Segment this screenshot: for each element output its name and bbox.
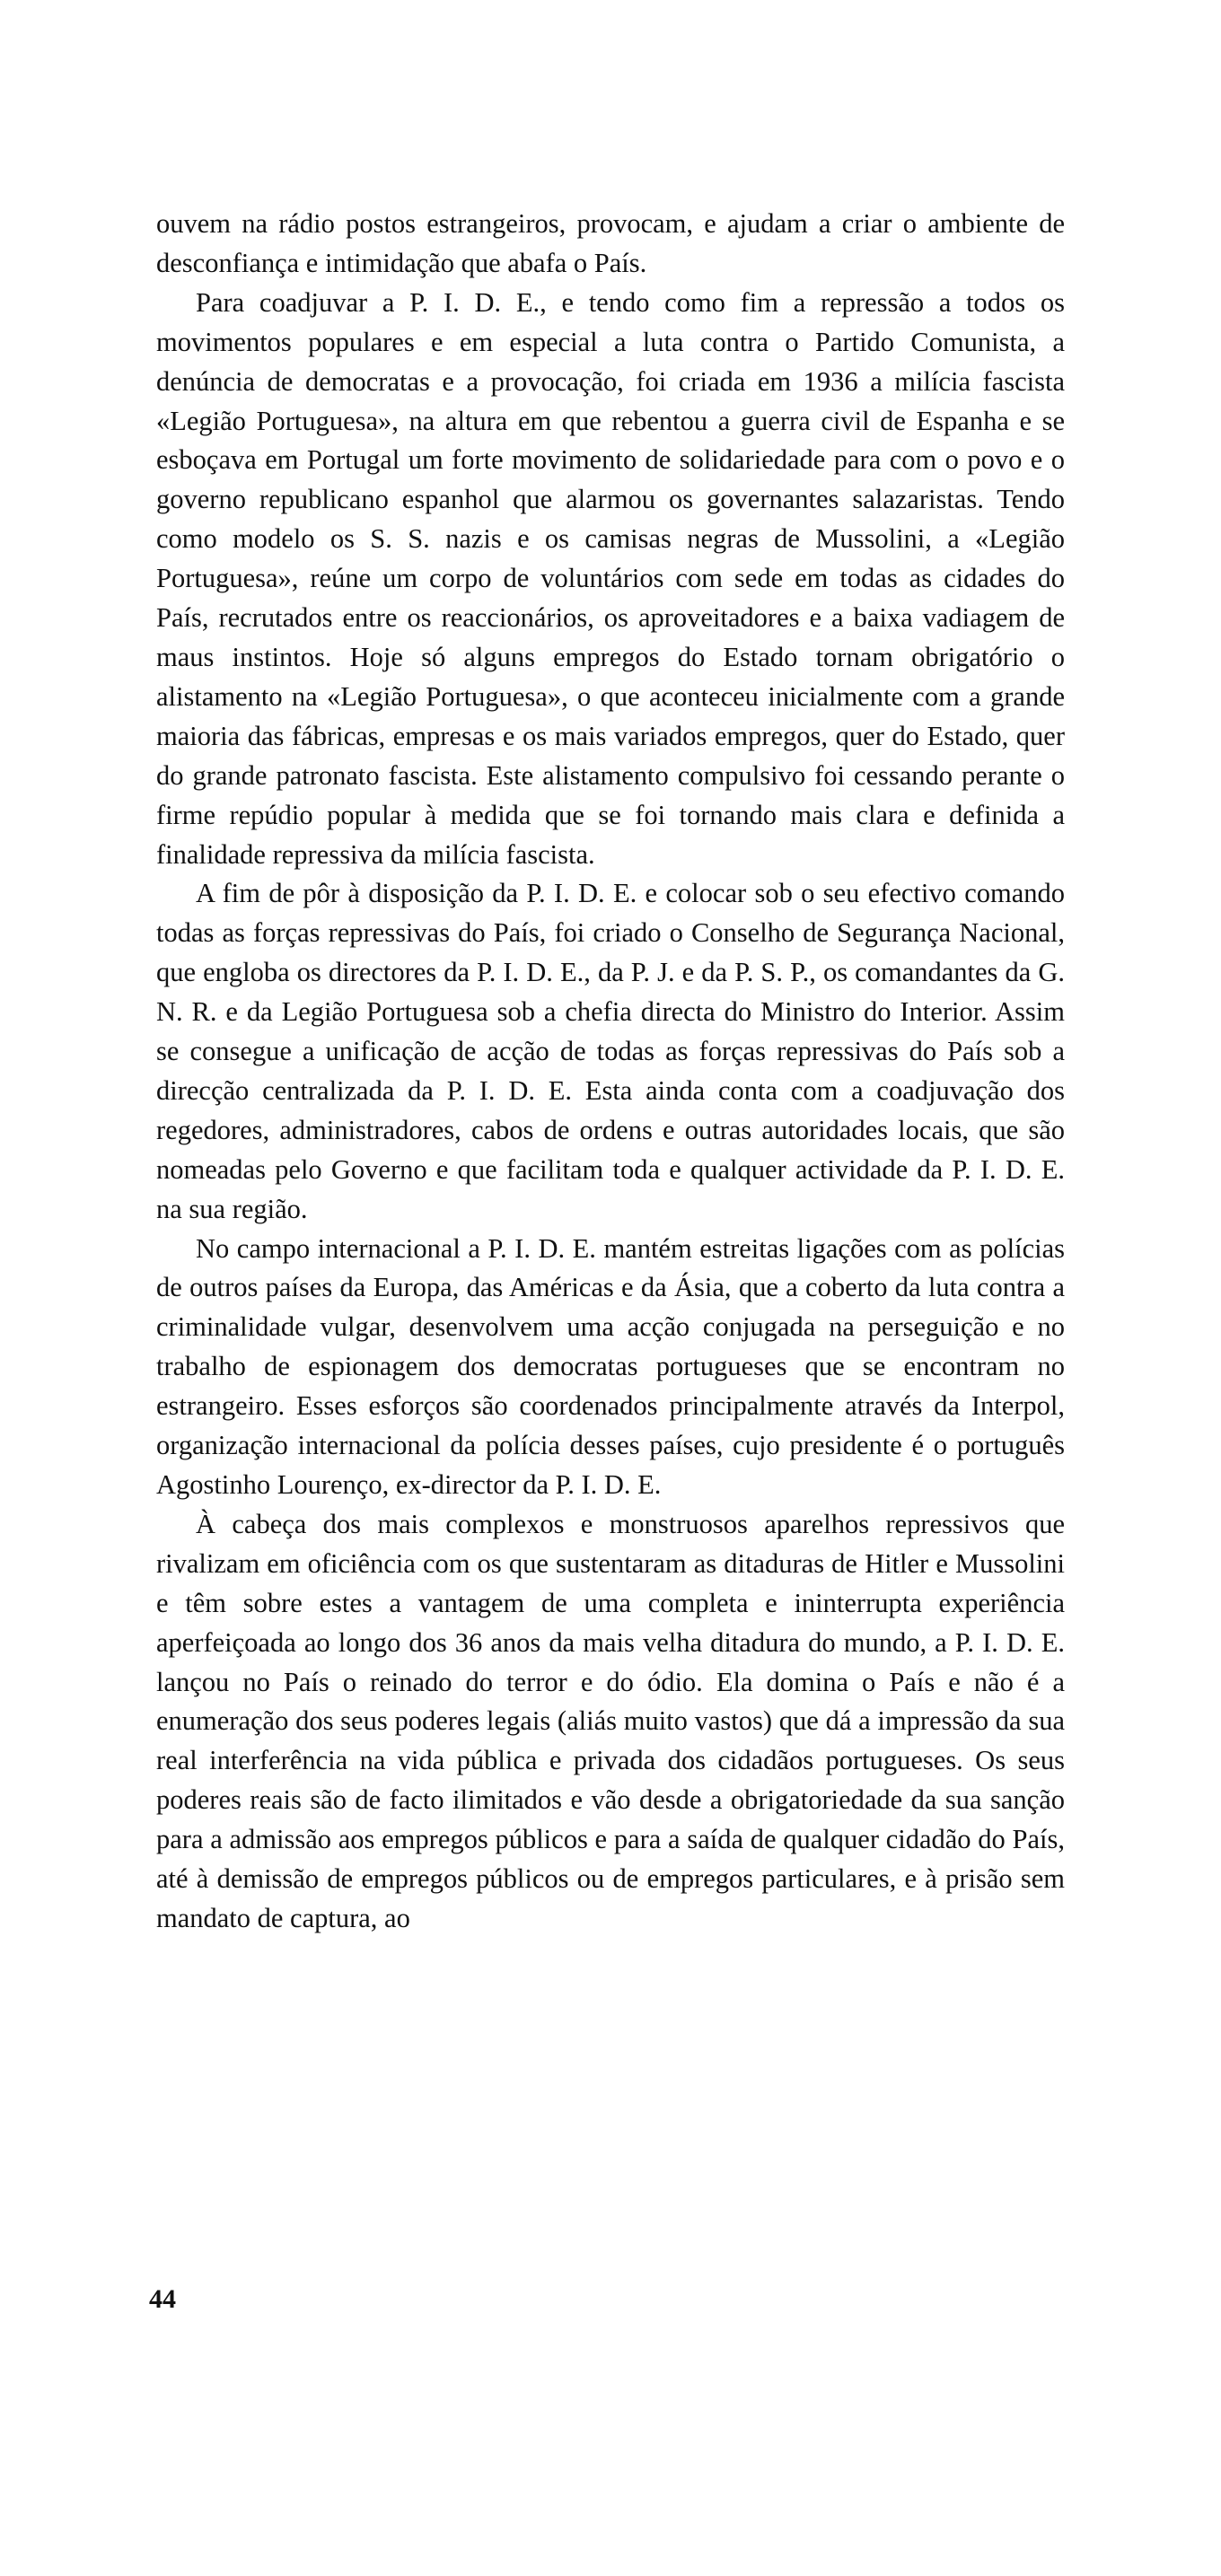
paragraph-4: No campo internacional a P. I. D. E. mantém estreitas ligações com as polícias de outros países da Europa, das Américas e da Ásia, que a coberto da luta contra a criminalidade vulgar, desenvolvem uma acção conjugada na perseguição e no trabalho de espionagem dos democratas portugueses que se encontram no estrangeiro. Esses esforços são coordenados principalmente através da Interpol, organização internacional da polícia desses países, cujo presidente é o português Agostinho Lourenço, ex-director da P. I. D. E. <box>156 1232 1065 1500</box>
body-text <box>156 205 1065 1939</box>
paragraph-1: ouvem na rádio postos estrangeiros, provocam, e ajudam a criar o ambiente de desconfiança e intimidação que abafa o País. <box>156 208 1065 278</box>
page-number: 44 <box>149 2284 176 2314</box>
paragraph-5: À cabeça dos mais complexos e monstruosos aparelhos repressivos que rivalizam em oficiência com os que sustentaram as ditaduras de Hitler e Mussolini e têm sobre estes a vantagem de uma completa e ininterrupta experiência aperfeiçoada ao longo dos 36 anos da mais velha ditadura do mundo, a P. I. D. E. lançou no País o reinado do terror e do ódio. Ela domina o País e não é a enumeração dos seus poderes legais (aliás muito vastos) que dá a impressão da sua real interferência na vida pública e privada dos cidadãos portugueses. Os seus poderes reais são de facto ilimitados e vão desde a obrigatoriedade da sua sanção para a admissão aos empregos públicos e para a saída de qualquer cidadão do País, até à demissão de empregos públicos ou de empregos particulares, e à prisão sem mandato de captura, ao <box>156 1508 1065 1933</box>
paragraph-3: A fim de pôr à disposição da P. I. D. E. e colocar sob o seu efectivo comando todas as forças repressivas do País, foi criado o Conselho de Segurança Nacional, que engloba os directores da P. I. D. E., da P. J. e da P. S. P., os comandantes da G. N. R. e da Legião Portuguesa sob a chefia directa do Ministro do Interior. Assim se consegue a unificação de acção de todas as forças repressivas do País sob a direcção centralizada da P. I. D. E. Esta ainda conta com a coadjuvação dos regedores, administradores, cabos de ordens e outras autoridades locais, que são nomeadas pelo Governo e que facilitam toda e qualquer actividade da P. I. D. E. na sua região. <box>156 878 1065 1224</box>
paragraph-2: Para coadjuvar a P. I. D. E., e tendo como fim a repressão a todos os movimentos populares e em especial a luta contra o Partido Comunista, a denúncia de democratas e a provocação, foi criada em 1936 a milícia fascista «Legião Portuguesa», na altura em que rebentou a guerra civil de Espanha e se esboçava em Portugal um forte movimento de solidariedade para com o povo e o governo republicano espanhol que alarmou os governantes salazaristas. Tendo como modelo os S. S. nazis e os camisas negras de Mussolini, a «Legião Portuguesa», reúne um corpo de voluntários com sede em todas as cidades do País, recrutados entre os reaccionários, os aproveitadores e a baixa vadiagem de maus instintos. Hoje só alguns empregos do Estado tornam obrigatório o alistamento na «Legião Portuguesa», o que aconteceu inicialmente com a grande maioria das fábricas, empresas e os mais variados empregos, quer do Estado, quer do grande patronato fascista. Este alistamento compulsivo foi cessando perante o firme repúdio popular à medida que se foi tornando mais clara e definida a finalidade repressiva da milícia fascista. <box>156 286 1065 870</box>
